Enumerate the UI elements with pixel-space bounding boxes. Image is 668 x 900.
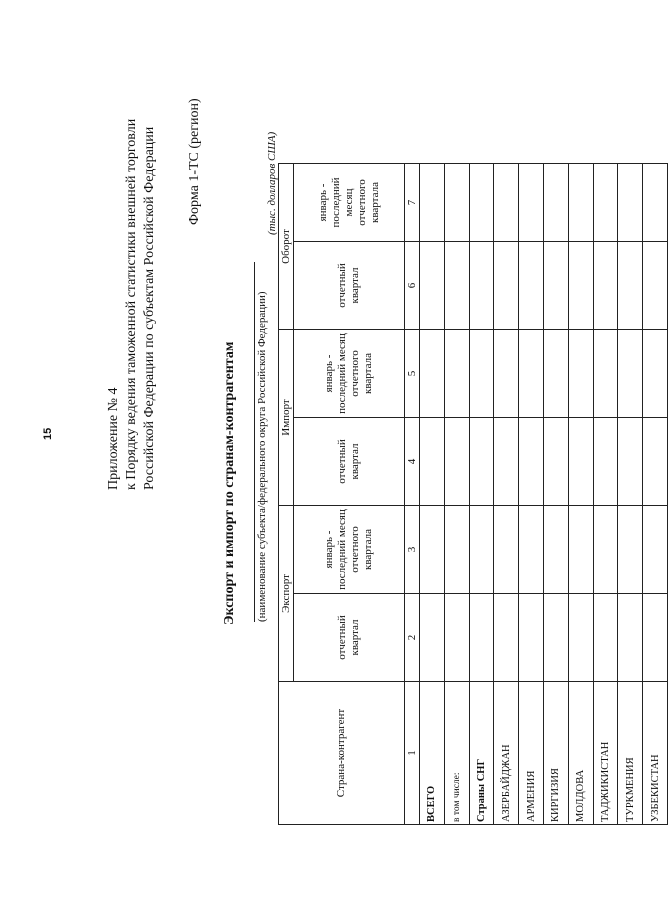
- value-cell[interactable]: [593, 330, 618, 418]
- value-cell[interactable]: [469, 164, 494, 242]
- value-cell[interactable]: [568, 418, 593, 506]
- document-title: Экспорт и импорт по странам-контрагентам: [222, 341, 237, 625]
- country-column-header: Страна-контрагент: [279, 682, 405, 825]
- column-number: 4: [405, 418, 420, 506]
- value-cell[interactable]: [519, 594, 544, 682]
- value-cell[interactable]: [618, 506, 643, 594]
- appendix-header: [105, 90, 159, 490]
- value-cell[interactable]: [593, 594, 618, 682]
- country-cell: ВСЕГО: [420, 682, 445, 825]
- appendix-line-2: к Порядку ведения таможенной статистики внешней торговли: [124, 118, 139, 490]
- export-period-header: январь - последний месяц отчетного квартала: [294, 506, 405, 594]
- value-cell[interactable]: [420, 164, 445, 242]
- value-cell[interactable]: [618, 330, 643, 418]
- country-cell: МОЛДОВА: [568, 682, 593, 825]
- value-cell[interactable]: [420, 418, 445, 506]
- export-group-header: Экспорт: [279, 506, 294, 682]
- form-name: Форма 1-ТС (регион): [187, 98, 202, 225]
- value-cell[interactable]: [543, 418, 568, 506]
- value-cell[interactable]: [643, 242, 668, 330]
- appendix-line-3: Российской Федерации по субъектам Российской Федерации: [142, 126, 157, 490]
- country-cell: УЗБЕКИСТАН: [643, 682, 668, 825]
- value-cell[interactable]: [543, 330, 568, 418]
- value-cell[interactable]: [543, 594, 568, 682]
- value-cell[interactable]: [444, 506, 469, 594]
- table-row: [568, 164, 593, 825]
- import-quarter-header: отчетный квартал: [294, 418, 405, 506]
- value-cell[interactable]: [420, 506, 445, 594]
- table-row: [543, 164, 568, 825]
- value-cell[interactable]: [618, 594, 643, 682]
- value-cell[interactable]: [519, 164, 544, 242]
- column-number: 3: [405, 506, 420, 594]
- country-cell: КИРГИЗИЯ: [543, 682, 568, 825]
- value-cell[interactable]: [543, 164, 568, 242]
- column-number: 1: [405, 682, 420, 825]
- value-cell[interactable]: [643, 330, 668, 418]
- value-cell[interactable]: [593, 242, 618, 330]
- units-label: (тыс. долларов США): [266, 131, 278, 235]
- value-cell[interactable]: [469, 506, 494, 594]
- value-cell[interactable]: [444, 164, 469, 242]
- turnover-quarter-header: отчетный квартал: [294, 242, 405, 330]
- value-cell[interactable]: [643, 164, 668, 242]
- value-cell[interactable]: [494, 330, 519, 418]
- value-cell[interactable]: [593, 418, 618, 506]
- country-cell: ТАДЖИКИСТАН: [593, 682, 618, 825]
- value-cell[interactable]: [568, 164, 593, 242]
- table-row: [618, 164, 643, 825]
- appendix-line-1: Приложение № 4: [106, 387, 121, 490]
- table-row: [593, 164, 618, 825]
- table-row: [444, 164, 469, 825]
- value-cell[interactable]: [519, 330, 544, 418]
- value-cell[interactable]: [618, 164, 643, 242]
- value-cell[interactable]: [444, 330, 469, 418]
- country-cell: Страны СНГ: [469, 682, 494, 825]
- subject-caption: (наименование субъекта/федерального округа Российской Федерации): [254, 262, 268, 622]
- value-cell[interactable]: [420, 242, 445, 330]
- table-row: [469, 164, 494, 825]
- country-cell: в том числе:: [444, 682, 469, 825]
- value-cell[interactable]: [494, 594, 519, 682]
- value-cell[interactable]: [568, 330, 593, 418]
- table-row: [519, 164, 544, 825]
- table-row: [643, 164, 668, 825]
- country-cell: ТУРКМЕНИЯ: [618, 682, 643, 825]
- import-period-header: январь - последний месяц отчетного квартала: [294, 330, 405, 418]
- value-cell[interactable]: [494, 242, 519, 330]
- value-cell[interactable]: [519, 418, 544, 506]
- value-cell[interactable]: [444, 242, 469, 330]
- value-cell[interactable]: [444, 594, 469, 682]
- export-quarter-header: отчетный квартал: [294, 594, 405, 682]
- column-number-row: [405, 164, 420, 825]
- country-cell: АЗЕРБАЙДЖАН: [494, 682, 519, 825]
- value-cell[interactable]: [469, 594, 494, 682]
- value-cell[interactable]: [494, 506, 519, 594]
- value-cell[interactable]: [593, 164, 618, 242]
- value-cell[interactable]: [444, 418, 469, 506]
- value-cell[interactable]: [469, 418, 494, 506]
- value-cell[interactable]: [543, 506, 568, 594]
- turnover-period-header: январь - последний месяц отчетного квартала: [294, 164, 405, 242]
- trade-table: [278, 163, 668, 825]
- value-cell[interactable]: [519, 242, 544, 330]
- import-group-header: Импорт: [279, 330, 294, 506]
- value-cell[interactable]: [420, 330, 445, 418]
- value-cell[interactable]: [618, 418, 643, 506]
- table-row: [420, 164, 445, 825]
- country-cell: АРМЕНИЯ: [519, 682, 544, 825]
- value-cell[interactable]: [469, 330, 494, 418]
- value-cell[interactable]: [420, 594, 445, 682]
- column-number: 5: [405, 330, 420, 418]
- value-cell[interactable]: [494, 164, 519, 242]
- column-number: 7: [405, 164, 420, 242]
- value-cell[interactable]: [618, 242, 643, 330]
- value-cell[interactable]: [519, 506, 544, 594]
- turnover-group-header: Оборот: [279, 164, 294, 330]
- value-cell[interactable]: [568, 506, 593, 594]
- value-cell[interactable]: [469, 242, 494, 330]
- value-cell[interactable]: [568, 594, 593, 682]
- value-cell[interactable]: [643, 594, 668, 682]
- table-row: [494, 164, 519, 825]
- value-cell[interactable]: [643, 506, 668, 594]
- value-cell[interactable]: [593, 506, 618, 594]
- value-cell[interactable]: [543, 242, 568, 330]
- column-number: 2: [405, 594, 420, 682]
- rotated-form-page: [0, 20, 661, 880]
- value-cell[interactable]: [643, 418, 668, 506]
- page-number: 15: [42, 427, 54, 440]
- value-cell[interactable]: [568, 242, 593, 330]
- value-cell[interactable]: [494, 418, 519, 506]
- column-number: 6: [405, 242, 420, 330]
